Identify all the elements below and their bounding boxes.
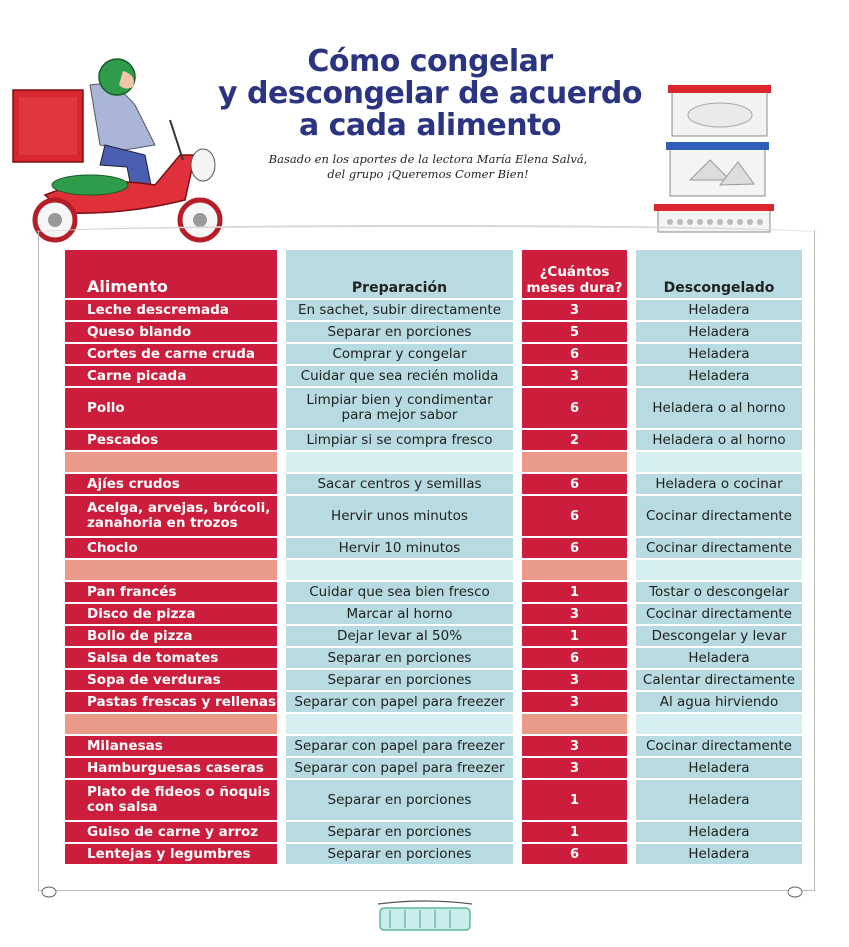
title-line-1: Cómo congelar — [307, 44, 553, 79]
section-separator — [65, 452, 802, 474]
food-name-cell: Bollo de pizza — [65, 626, 277, 648]
cart-wheel-icon — [40, 886, 58, 898]
months-cell: 3 — [522, 758, 627, 780]
thawing-cell: Descongelar y levar — [636, 626, 802, 648]
food-name-cell: Pollo — [65, 388, 277, 430]
separator-cell — [522, 452, 627, 474]
table-row — [65, 780, 802, 822]
table-header-row — [65, 250, 802, 300]
table-row — [65, 474, 802, 496]
preparation-cell: Separar en porciones — [286, 648, 513, 670]
food-name-cell: Acelga, arvejas, brócoli, zanahoria en trozos — [65, 496, 277, 538]
preparation-cell: Limpiar si se compra fresco — [286, 430, 513, 452]
separator-cell — [286, 560, 513, 582]
preparation-cell: Comprar y congelar — [286, 344, 513, 366]
preparation-cell: Separar con papel para freezer — [286, 736, 513, 758]
table-row — [65, 430, 802, 452]
header-meses-line-2: meses dura? — [526, 280, 623, 296]
food-name-cell: Plato de fideos o ñoquis con salsa — [65, 780, 277, 822]
months-cell: 3 — [522, 692, 627, 714]
thawing-cell: Heladera — [636, 322, 802, 344]
preparation-cell: Limpiar bien y condimentar para mejor sabor — [286, 388, 513, 430]
months-cell: 6 — [522, 388, 627, 430]
separator-cell — [286, 714, 513, 736]
header-preparacion: Preparación — [286, 250, 513, 300]
table-row — [65, 344, 802, 366]
title-line-2: y descongelar de acuerdo — [218, 76, 642, 111]
thawing-cell: Heladera o al horno — [636, 388, 802, 430]
separator-cell — [636, 560, 802, 582]
food-name-cell: Disco de pizza — [65, 604, 277, 626]
header-meses-line-1: ¿Cuántos — [539, 264, 610, 280]
table-row — [65, 366, 802, 388]
separator-cell — [636, 714, 802, 736]
months-cell: 6 — [522, 538, 627, 560]
separator-cell — [65, 714, 277, 736]
months-cell: 3 — [522, 366, 627, 388]
preparation-cell: Marcar al horno — [286, 604, 513, 626]
months-cell: 5 — [522, 322, 627, 344]
preparation-cell: Hervir 10 minutos — [286, 538, 513, 560]
thawing-cell: Cocinar directamente — [636, 736, 802, 758]
table-row — [65, 758, 802, 780]
food-name-cell: Pastas frescas y rellenas — [65, 692, 277, 714]
food-name-cell: Salsa de tomates — [65, 648, 277, 670]
months-cell: 3 — [522, 736, 627, 758]
separator-cell — [286, 452, 513, 474]
separator-cell — [522, 714, 627, 736]
thawing-cell: Heladera — [636, 300, 802, 322]
freezing-table — [65, 250, 802, 866]
thawing-cell: Heladera — [636, 822, 802, 844]
thawing-cell: Heladera o al horno — [636, 430, 802, 452]
table-row — [65, 670, 802, 692]
months-cell: 6 — [522, 496, 627, 538]
thawing-cell: Heladera — [636, 780, 802, 822]
table-row — [65, 604, 802, 626]
food-name-cell: Queso blando — [65, 322, 277, 344]
separator-cell — [636, 452, 802, 474]
table-row — [65, 388, 802, 430]
preparation-cell: Hervir unos minutos — [286, 496, 513, 538]
thawing-cell: Cocinar directamente — [636, 538, 802, 560]
separator-cell — [65, 452, 277, 474]
preparation-cell: Separar en porciones — [286, 322, 513, 344]
section-separator — [65, 714, 802, 736]
table-row — [65, 322, 802, 344]
preparation-cell: Cuidar que sea recién molida — [286, 366, 513, 388]
months-cell: 1 — [522, 582, 627, 604]
thawing-cell: Heladera — [636, 344, 802, 366]
months-cell: 6 — [522, 844, 627, 866]
months-cell: 1 — [522, 822, 627, 844]
food-name-cell: Sopa de verduras — [65, 670, 277, 692]
subtitle-line-1: Basado en los aportes de la lectora María Elena Salvá, — [268, 152, 588, 166]
food-name-cell: Pan francés — [65, 582, 277, 604]
table-row — [65, 300, 802, 322]
preparation-cell: Separar en porciones — [286, 670, 513, 692]
table-row — [65, 496, 802, 538]
thawing-cell: Cocinar directamente — [636, 604, 802, 626]
food-name-cell: Lentejas y legumbres — [65, 844, 277, 866]
table-row — [65, 736, 802, 758]
thawing-cell: Heladera o cocinar — [636, 474, 802, 496]
thawing-cell: Al agua hirviendo — [636, 692, 802, 714]
page-subtitle — [228, 152, 628, 182]
food-name-cell: Hamburguesas caseras — [65, 758, 277, 780]
food-name-cell: Leche descremada — [65, 300, 277, 322]
table-row — [65, 844, 802, 866]
table-row — [65, 582, 802, 604]
months-cell: 3 — [522, 604, 627, 626]
separator-cell — [522, 560, 627, 582]
food-name-cell: Cortes de carne cruda — [65, 344, 277, 366]
title-line-3: a cada alimento — [298, 108, 562, 143]
thawing-cell: Heladera — [636, 758, 802, 780]
basket-illustration — [370, 898, 480, 938]
months-cell: 1 — [522, 780, 627, 822]
thawing-cell: Calentar directamente — [636, 670, 802, 692]
months-cell: 3 — [522, 300, 627, 322]
food-name-cell: Pescados — [65, 430, 277, 452]
food-name-cell: Choclo — [65, 538, 277, 560]
cart-wheel-icon — [786, 886, 804, 898]
months-cell: 3 — [522, 670, 627, 692]
separator-cell — [65, 560, 277, 582]
table-row — [65, 538, 802, 560]
food-name-cell: Milanesas — [65, 736, 277, 758]
header-descongelado: Descongelado — [636, 250, 802, 300]
header-alimento: Alimento — [65, 250, 277, 300]
preparation-cell: En sachet, subir directamente — [286, 300, 513, 322]
preparation-cell: Sacar centros y semillas — [286, 474, 513, 496]
food-name-cell: Ajíes crudos — [65, 474, 277, 496]
months-cell: 6 — [522, 648, 627, 670]
food-name-cell: Guiso de carne y arroz — [65, 822, 277, 844]
subtitle-line-2: del grupo ¡Queremos Comer Bien! — [327, 167, 529, 181]
table-row — [65, 822, 802, 844]
thawing-cell: Heladera — [636, 366, 802, 388]
preparation-cell: Separar en porciones — [286, 780, 513, 822]
section-separator — [65, 560, 802, 582]
months-cell: 6 — [522, 474, 627, 496]
thawing-cell: Heladera — [636, 844, 802, 866]
preparation-cell: Separar en porciones — [286, 822, 513, 844]
table-row — [65, 692, 802, 714]
months-cell: 6 — [522, 344, 627, 366]
thawing-cell: Heladera — [636, 648, 802, 670]
table-row — [65, 648, 802, 670]
preparation-cell: Cuidar que sea bien fresco — [286, 582, 513, 604]
header-meses — [522, 250, 627, 300]
table-row — [65, 626, 802, 648]
months-cell: 2 — [522, 430, 627, 452]
thawing-cell: Tostar o descongelar — [636, 582, 802, 604]
preparation-cell: Separar con papel para freezer — [286, 758, 513, 780]
months-cell: 1 — [522, 626, 627, 648]
preparation-cell: Dejar levar al 50% — [286, 626, 513, 648]
thawing-cell: Cocinar directamente — [636, 496, 802, 538]
preparation-cell: Separar con papel para freezer — [286, 692, 513, 714]
stacked-food-containers-illustration — [650, 80, 780, 240]
food-name-cell: Carne picada — [65, 366, 277, 388]
preparation-cell: Separar en porciones — [286, 844, 513, 866]
page-title — [200, 46, 660, 142]
